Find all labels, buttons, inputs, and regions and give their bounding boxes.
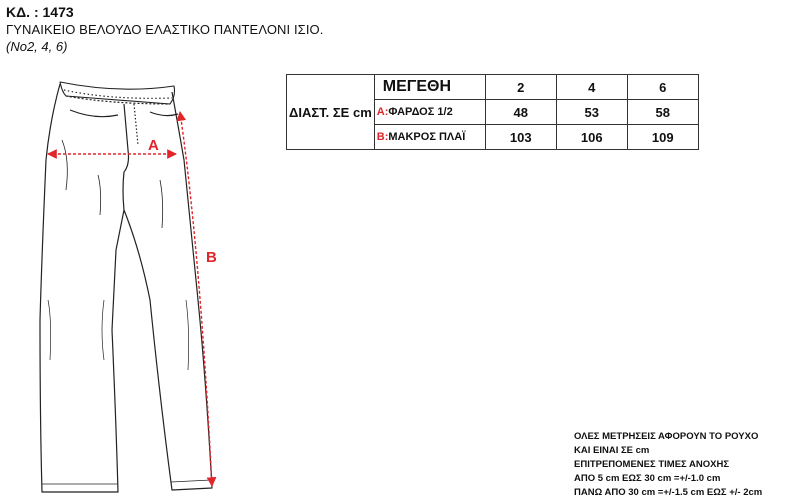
table-cell: 53: [556, 100, 627, 125]
product-code: ΚΔ. : 1473: [6, 4, 74, 20]
table-cell: 58: [627, 100, 698, 125]
table-cell: 109: [627, 125, 698, 150]
label-b: B: [206, 249, 217, 266]
note-line: ΚΑΙ ΕΙΝΑΙ ΣΕ cm: [574, 445, 650, 456]
note-line: ΟΛΕΣ ΜΕΤΡΗΣΕΙΣ ΑΦΟΡΟΥΝ ΤΟ ΡΟΥΧΟ: [574, 431, 759, 442]
table-cell: 48: [485, 100, 556, 125]
note-line: ΑΠΟ 5 cm ΕΩΣ 30 cm =+/-1.0 cm: [574, 473, 721, 484]
trousers-outline: [40, 82, 212, 492]
table-cell: 103: [485, 125, 556, 150]
waistband: [60, 82, 175, 104]
trousers-diagram: [0, 0, 270, 502]
size-col-4: 4: [556, 75, 627, 100]
note-line: ΠΑΝΩ ΑΠΟ 30 cm =+/-1.5 cm ΕΩΣ +/- 2cm: [574, 487, 763, 498]
table-cell: 106: [556, 125, 627, 150]
dimensions-label: ΔΙΑΣΤ. ΣΕ cm: [287, 75, 375, 150]
size-col-2: 2: [485, 75, 556, 100]
size-table: [286, 74, 699, 150]
trousers-silhouette: [40, 84, 212, 492]
note-line: ΕΠΙΤΡΕΠΟΜΕΝΕΣ ΤΙΜΕΣ ΑΝΟΧΗΣ: [574, 459, 730, 470]
tolerance-notes: [574, 430, 762, 500]
measure-a-label: A:ΦΑΡΔΟΣ 1/2: [374, 100, 485, 125]
product-description: ΓΥΝΑΙΚΕΙΟ ΒΕΛΟΥΔΟ ΕΛΑΣΤΙΚΟ ΠΑΝΤΕΛΟΝΙ ΙΣΙΟ.: [6, 22, 324, 37]
available-sizes: (Νο2, 4, 6): [6, 39, 68, 54]
measure-b-label: B:ΜΑΚΡΟΣ ΠΛΑΪ: [374, 125, 485, 150]
sizes-header: ΜΕΓΕΘΗ: [374, 75, 485, 100]
size-col-6: 6: [627, 75, 698, 100]
label-a: A: [148, 137, 159, 154]
